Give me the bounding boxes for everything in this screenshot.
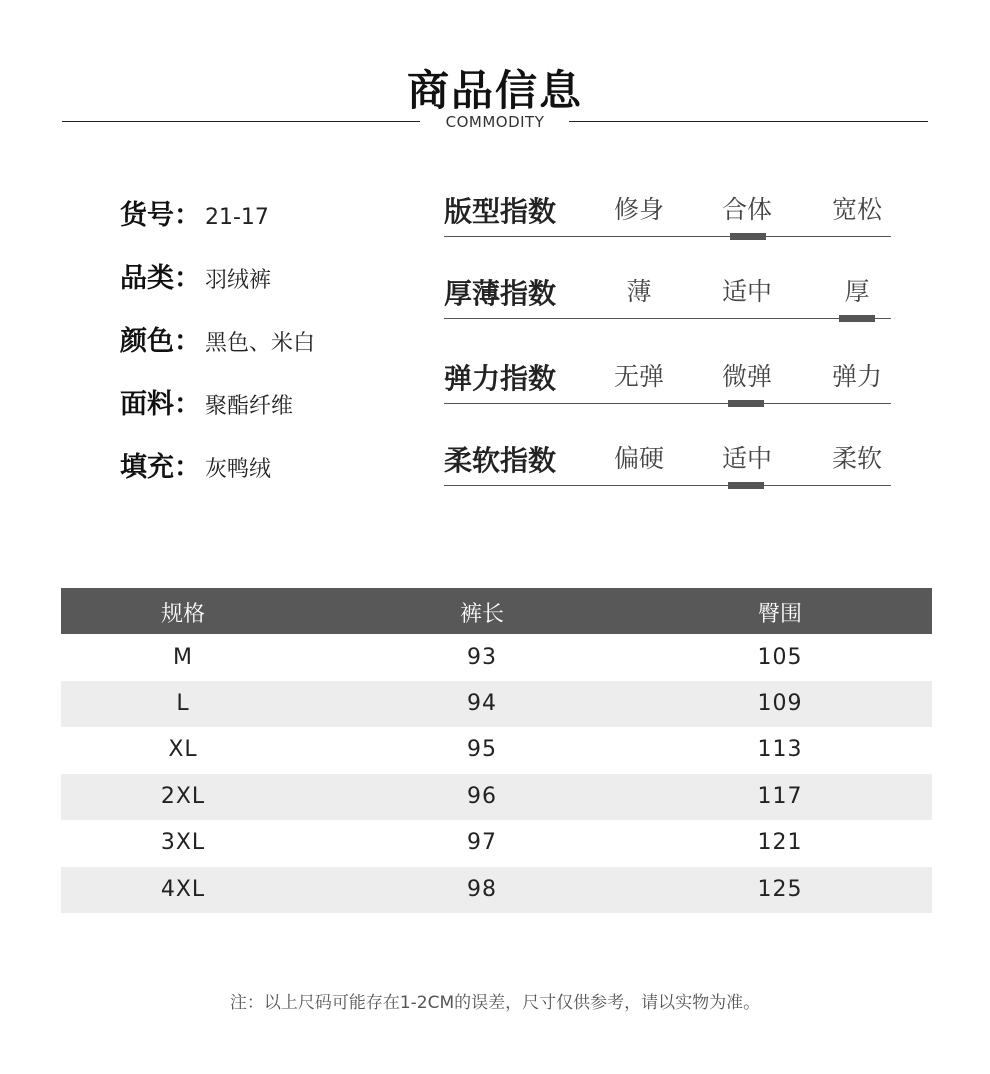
- attr-key: 填充：: [120, 452, 201, 483]
- table-cell: 3XL: [160, 830, 206, 855]
- table-row: [61, 867, 932, 913]
- header-cell: 裤长: [459, 602, 504, 627]
- table-cell: 95: [467, 737, 497, 762]
- attr-value: 羽绒裤: [205, 268, 272, 293]
- table-row: [61, 774, 932, 820]
- table-cell: 121: [757, 830, 803, 855]
- size-disclaimer-note: 注：以上尺码可能存在1-2CM的误差，尺寸仅供参考，请以实物为准。: [229, 993, 761, 1013]
- table-row: [61, 635, 932, 681]
- index-option: 偏硬: [613, 444, 664, 473]
- index-option: 无弹: [613, 362, 664, 391]
- size-table-header: [61, 588, 932, 634]
- table-cell: XL: [168, 737, 198, 762]
- index-option: 宽松: [831, 195, 882, 224]
- index-option: 合体: [721, 195, 772, 224]
- table-cell: 94: [467, 691, 497, 716]
- table-cell: 97: [467, 830, 497, 855]
- table-cell: 113: [757, 737, 803, 762]
- index-scale-line: [444, 485, 891, 486]
- header-cell: 规格: [160, 602, 205, 627]
- table-cell: 2XL: [160, 784, 206, 809]
- table-cell: 117: [757, 784, 803, 809]
- table-row: [61, 681, 932, 727]
- page-subtitle: COMMODITY: [445, 113, 545, 131]
- table-cell: 98: [467, 877, 497, 902]
- index-selected-marker: [728, 482, 764, 489]
- table-cell: 96: [467, 784, 497, 809]
- index-option: 厚: [844, 277, 870, 306]
- attr-key: 面料：: [120, 389, 201, 420]
- table-row: [61, 727, 932, 773]
- index-selected-marker: [728, 400, 764, 407]
- index-option: 适中: [721, 444, 772, 473]
- index-scale-line: [444, 403, 891, 404]
- index-label: 弹力指数: [444, 362, 557, 395]
- attr-value: 黑色、米白: [205, 331, 316, 356]
- index-selected-marker: [730, 233, 766, 240]
- index-label: 版型指数: [444, 195, 557, 228]
- attr-value: 灰鸭绒: [205, 457, 272, 482]
- index-option: 修身: [613, 195, 664, 224]
- index-option: 弹力: [831, 362, 882, 391]
- table-row: [61, 820, 932, 866]
- attr-item-number: [120, 193, 269, 232]
- index-option: 微弹: [721, 362, 772, 391]
- attr-value: 聚酯纤维: [205, 394, 294, 419]
- table-cell: L: [176, 691, 190, 716]
- attr-key: 货号：: [120, 200, 201, 231]
- index-scale-line: [444, 236, 891, 237]
- attr-value: 21-17: [205, 205, 269, 230]
- index-option: 适中: [721, 277, 772, 306]
- index-label: 柔软指数: [444, 444, 557, 477]
- index-scale-line: [444, 318, 891, 319]
- attr-item-category: [120, 256, 271, 295]
- table-cell: 125: [757, 877, 803, 902]
- attr-item-fabric: [120, 382, 293, 421]
- index-option: 柔软: [831, 444, 882, 473]
- attr-key: 品类：: [120, 263, 201, 294]
- table-cell: 93: [467, 645, 497, 670]
- index-option: 薄: [626, 277, 652, 306]
- table-cell: 4XL: [160, 877, 206, 902]
- index-selected-marker: [839, 315, 875, 322]
- table-cell: 109: [757, 691, 803, 716]
- table-cell: 105: [757, 645, 803, 670]
- attr-key: 颜色：: [120, 326, 201, 357]
- table-cell: M: [173, 645, 193, 670]
- index-label: 厚薄指数: [444, 277, 557, 310]
- attr-item-color: [120, 319, 315, 358]
- page-title: 商品信息: [406, 66, 583, 115]
- attr-item-filling: [120, 445, 271, 484]
- header-cell: 臀围: [757, 602, 802, 627]
